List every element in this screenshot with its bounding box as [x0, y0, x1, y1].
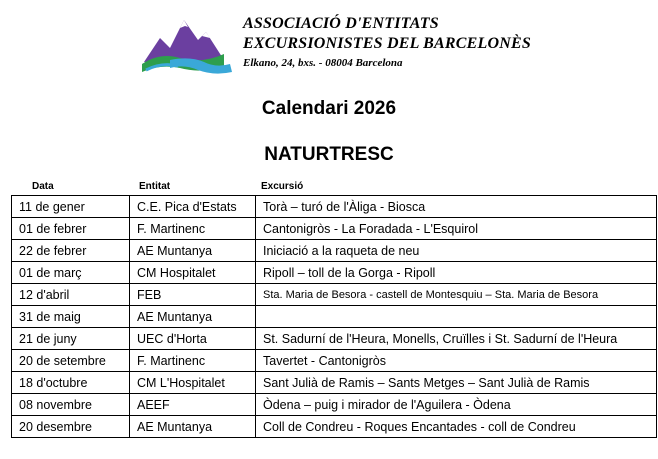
- entity-cell: CM Hospitalet: [130, 262, 256, 284]
- entity-cell: AE Muntanya: [130, 306, 256, 328]
- calendar-table: [11, 195, 657, 438]
- entity-cell: FEB: [130, 284, 256, 306]
- table-row: [12, 240, 657, 262]
- organization-name-line1: ASSOCIACIÓ D'ENTITATS: [243, 15, 439, 32]
- entity-cell: AEEF: [130, 394, 256, 416]
- date-cell: 11 de gener: [12, 196, 130, 218]
- calendar-table-body: [12, 196, 657, 438]
- excursion-cell: Ripoll – toll de la Gorga - Ripoll: [256, 262, 657, 284]
- entity-cell: AE Muntanya: [130, 240, 256, 262]
- date-cell: 18 d'octubre: [12, 372, 130, 394]
- excursion-cell: Sta. Maria de Besora - castell de Montesquiu – Sta. Maria de Besora: [256, 284, 657, 306]
- date-cell: 21 de juny: [12, 328, 130, 350]
- organization-header: [243, 14, 531, 71]
- table-row: [12, 416, 657, 438]
- table-row: [12, 196, 657, 218]
- table-row: [12, 328, 657, 350]
- page-title: Calendari 2026: [261, 98, 397, 119]
- table-row: [12, 372, 657, 394]
- excursion-cell: Torà – turó de l'Àliga - Biosca: [256, 196, 657, 218]
- column-header-excursion: Excursió: [261, 181, 304, 192]
- column-header-date: Data: [32, 181, 54, 192]
- excursion-cell: Cantonigròs - La Foradada - L'Esquirol: [256, 218, 657, 240]
- excursion-cell: Tavertet - Cantonigròs: [256, 350, 657, 372]
- date-cell: 01 de febrer: [12, 218, 130, 240]
- table-row: [12, 262, 657, 284]
- entity-cell: UEC d'Horta: [130, 328, 256, 350]
- entity-cell: AE Muntanya: [130, 416, 256, 438]
- mountain-river-logo: [140, 14, 236, 76]
- date-cell: 08 novembre: [12, 394, 130, 416]
- date-cell: 31 de maig: [12, 306, 130, 328]
- column-header-entity: Entitat: [139, 181, 171, 192]
- entity-cell: C.E. Pica d'Estats: [130, 196, 256, 218]
- excursion-cell: [256, 306, 657, 328]
- date-cell: 12 d'abril: [12, 284, 130, 306]
- excursion-cell: St. Sadurní de l'Heura, Monells, Cruïlles i St. Sadurní de l'Heura: [256, 328, 657, 350]
- entity-cell: F. Martinenc: [130, 350, 256, 372]
- organization-address: Elkano, 24, bxs. - 08004 Barcelona: [243, 57, 403, 69]
- excursion-cell: Òdena – puig i mirador de l'Aguilera - Òdena: [256, 394, 657, 416]
- entity-cell: CM L'Hospitalet: [130, 372, 256, 394]
- entity-cell: F. Martinenc: [130, 218, 256, 240]
- table-row: [12, 284, 657, 306]
- table-row: [12, 350, 657, 372]
- date-cell: 22 de febrer: [12, 240, 130, 262]
- page-subtitle: NATURTRESC: [264, 144, 394, 165]
- date-cell: 20 desembre: [12, 416, 130, 438]
- table-row: [12, 394, 657, 416]
- excursion-cell: Coll de Condreu - Roques Encantades - coll de Condreu: [256, 416, 657, 438]
- excursion-cell: Sant Julià de Ramis – Sants Metges – Sant Julià de Ramis: [256, 372, 657, 394]
- table-row: [12, 306, 657, 328]
- organization-name-line2: EXCURSIONISTES DEL BARCELONÈS: [243, 35, 531, 52]
- table-row: [12, 218, 657, 240]
- excursion-cell: Iniciació a la raqueta de neu: [256, 240, 657, 262]
- date-cell: 01 de març: [12, 262, 130, 284]
- date-cell: 20 de setembre: [12, 350, 130, 372]
